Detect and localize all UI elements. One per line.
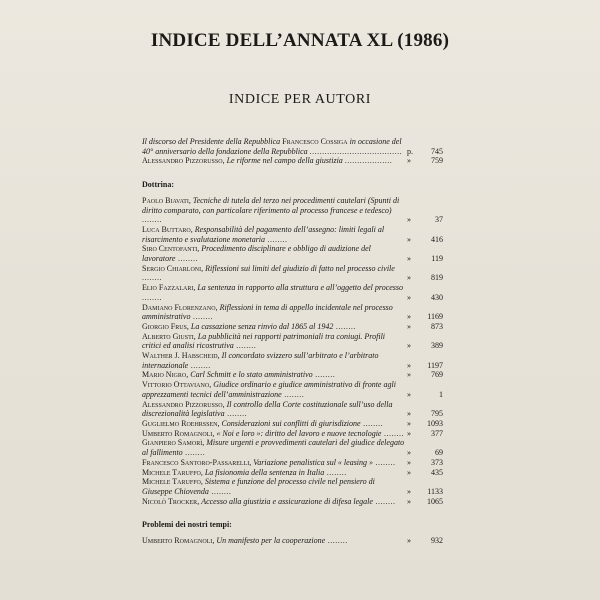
page-marker: p. — [407, 146, 413, 156]
dot-leader: ........ — [373, 457, 396, 467]
page-marker: » — [407, 360, 411, 370]
dot-leader: ........ — [182, 448, 206, 458]
entry-work-prefix: Il discorso del Presidente della Repubblica — [142, 137, 283, 146]
index-entry: Mario Nigro, Carl Schmitt e lo stato amministrativo ........ » 769 — [142, 370, 443, 380]
page-marker: » — [407, 409, 411, 419]
page-number: 795 — [431, 409, 443, 419]
dot-leader: ........ — [142, 215, 162, 225]
entry-work: Responsabilità del pagamento dell’assegno: limiti legali al risarcimento e svalutazione monetaria — [142, 224, 385, 244]
page-marker: » — [407, 292, 411, 302]
entry-work: Il concordato svizzero sull’arbitrato e l’arbitrato internazionale — [142, 351, 379, 370]
entry-author: Umberto Romagnoli — [142, 428, 213, 438]
entry-work: Procedimento disciplinare e obbligo di audizione del lavoratore — [142, 244, 371, 264]
entry-author: Walther J. Habscheid — [142, 351, 218, 361]
page-marker: » — [407, 273, 411, 283]
index-entry: Guglielmo Roehrssen, Considerazioni sui conflitti di giurisdizione ........ » 1093 — [142, 418, 443, 428]
entry-author: Francesco Cossiga — [282, 137, 348, 146]
page-number: 873 — [431, 321, 443, 331]
page-marker: » — [407, 496, 411, 506]
page-number: 373 — [431, 457, 443, 467]
entry-author: Umberto Romagnoli — [142, 536, 213, 546]
page-marker: » — [407, 234, 411, 244]
page-number: 37 — [435, 215, 443, 225]
page-number: 1093 — [427, 418, 443, 428]
page-number: 1169 — [427, 312, 443, 322]
dot-leader: ........ — [324, 467, 347, 477]
index-sections — [142, 180, 443, 546]
entry-work: Le riforme nel campo della giustizia — [226, 156, 343, 166]
page-marker: » — [407, 215, 411, 225]
entry-author: Luca Buttaro — [142, 224, 191, 234]
entry-author: Nicolò Trocker — [142, 496, 198, 506]
entry-author: Alessandro Pizzorusso — [142, 156, 223, 166]
dot-leader: ........ — [360, 418, 384, 428]
page-marker: » — [407, 312, 411, 322]
page-title: INDICE DELL’ANNATA XL (1986) — [150, 30, 450, 51]
page-number: 435 — [431, 467, 443, 477]
page-marker: » — [407, 321, 411, 331]
page-marker: » — [407, 156, 411, 166]
index-entry: Sergio Chiarloni, Riflessioni sui limiti del giudizio di fatto nel processo civile ........ » 819 — [142, 263, 443, 283]
dot-leader: ........ — [208, 486, 232, 496]
entry-work: La cassazione senza rinvio dal 1865 al 1942 — [190, 321, 334, 331]
dot-leader: ........ — [142, 292, 162, 302]
dot-leader: ........ — [281, 389, 305, 399]
index-entry: Michele Taruffo, Sistema e funzione del processo civile nel pensiero di Giuseppe Chiovenda ........ » 1133 — [142, 477, 443, 496]
entry-author: Elio Fazzalari — [142, 283, 194, 293]
dot-leader: ................... — [344, 156, 393, 166]
index-entry: Damiano Florenzano, Riflessioni in tema di appello incidentale nel processo amministrativo ........ » 1169 — [142, 302, 443, 322]
entry-author: Vittorio Ottaviano — [142, 380, 210, 390]
entry-work: Carl Schmitt e lo stato amministrativo — [190, 370, 313, 380]
page-number: 1 — [439, 389, 443, 399]
dot-leader: ........ — [381, 428, 404, 438]
entry-work: Un manifesto per la cooperazione — [216, 536, 326, 546]
entry-author: Guglielmo Roehrssen — [142, 418, 218, 428]
entry-work: in occasione del 40° anniversario della fondazione della Repubblica — [142, 137, 402, 156]
index-entry: Francesco Santoro-Passarelli, Variazione penalistica sul « leasing » ........ » 373 — [142, 457, 443, 467]
index-entry: Nicolò Trocker, Accesso alla giustizia e assicurazione di difesa legale ........ » 1065 — [142, 496, 443, 506]
page-marker: » — [407, 418, 411, 428]
page-marker: » — [407, 389, 411, 399]
dot-leader: ........ — [265, 234, 288, 244]
index-entry — [142, 137, 443, 156]
intro-entries — [142, 137, 443, 166]
page-marker: » — [407, 341, 411, 351]
entry-work: « Noi e loro »: diritto del lavoro e nuove tecnologie — [216, 428, 382, 438]
page-number: 1197 — [427, 360, 443, 370]
index-entry: Luca Buttaro, Responsabilità del pagamento dell’assegno: limiti legali al risarcimento e svalutazione monetaria ........ » 416 — [142, 224, 443, 244]
index-entry: Elio Fazzalari, La sentenza in rapporto alla struttura e all’oggetto del processo ........ » 430 — [142, 283, 443, 302]
page-number: 416 — [431, 234, 443, 244]
page-marker: » — [407, 467, 411, 477]
entry-work: Tecniche di tutela del terzo nei procedimenti cautelari (Spunti di diritto comparato, con particolare riferimento al processo francese e tedesco) — [142, 195, 400, 215]
index-entry: Giorgio Frus, La cassazione senza rinvio dal 1865 al 1942 ........ » 873 — [142, 321, 443, 331]
index-entry: Umberto Romagnoli, « Noi e loro »: diritto del lavoro e nuove tecnologie ........ » 377 — [142, 428, 443, 438]
dot-leader: ........ — [175, 254, 198, 264]
page-subtitle: INDICE PER AUTORI — [228, 92, 372, 107]
page-number: 932 — [431, 536, 443, 546]
index-entry: Vittorio Ottaviano, Giudice ordinario e giudice amministrativo di fronte agli apprezzamenti tecnici dell’amministrazione ........ » 1 — [142, 380, 443, 399]
entry-author: Michele Taruffo — [142, 467, 201, 477]
dot-leader: ........ — [142, 273, 162, 283]
dot-leader: ........ — [190, 312, 213, 322]
index-entry: Siro Centofanti, Procedimento disciplinare e obbligo di audizione del lavoratore ........ » 119 — [142, 244, 443, 264]
entry-author: Paolo Biavati — [142, 195, 189, 205]
entry-work: Accesso alla giustizia e assicurazione di difesa legale — [201, 496, 373, 506]
dot-leader: ........ — [188, 360, 211, 370]
entry-author: Gianpiero Samorì — [142, 438, 203, 448]
index-content — [142, 137, 443, 546]
page-marker: » — [407, 536, 411, 546]
entry-work: Il controllo della Corte costituzionale sull’uso della discrezionalità legislativa — [142, 399, 393, 419]
page-marker: » — [407, 370, 411, 380]
entry-work: Sistema e funzione del processo civile nel pensiero di Giuseppe Chiovenda — [142, 477, 375, 496]
page-number: 759 — [431, 156, 443, 166]
dot-leader: ........ — [233, 341, 257, 351]
entry-author: Francesco Santoro-Passarelli — [142, 457, 250, 467]
entry-author: Michele Taruffo — [142, 477, 201, 487]
entry-author: Siro Centofanti — [142, 244, 198, 254]
page-number: 389 — [431, 341, 443, 351]
index-entry: Michele Taruffo, La fisionomia della sentenza in Italia ........ » 435 — [142, 467, 443, 477]
page-number: 1065 — [427, 496, 443, 506]
entry-work: La sentenza in rapporto alla struttura e all’oggetto del processo — [197, 283, 404, 293]
entry-work: Misure urgenti e provvedimenti cautelari del giudice delegato al fallimento — [142, 438, 405, 458]
section-heading: Dottrina: — [142, 180, 174, 190]
page-marker: » — [407, 254, 411, 264]
index-entry: Alberto Giusti, La pubblicità nei rapporti patrimoniali tra coniugi. Profili critici ed analisi ricostrutiva ........ » 389 — [142, 331, 443, 351]
entry-work: Variazione penalistica sul « leasing » — [253, 457, 374, 467]
entry-author: Alessandro Pizzorusso — [142, 399, 223, 409]
entry-work: Considerazioni sui conflitti di giurisdizione — [221, 418, 361, 428]
index-entry: Paolo Biavati, Tecniche di tutela del terzo nei procedimenti cautelari (Spunti di diritto comparato, con particolare riferimento al processo francese e tedesco) ........ » 37 — [142, 195, 443, 225]
index-entry: Umberto Romagnoli, Un manifesto per la cooperazione ........ » 932 — [142, 536, 443, 546]
entry-author: Damiano Florenzano — [142, 302, 216, 312]
dot-leader: ........ — [325, 536, 348, 546]
page-number: 769 — [431, 370, 443, 380]
entry-work: Riflessioni sui limiti del giudizio di fatto nel processo civile — [205, 263, 395, 273]
page-number: 745 — [431, 146, 443, 156]
entry-work: La pubblicità nei rapporti patrimoniali tra coniugi. Profili critici ed analisi ricostrutiva — [142, 331, 386, 351]
entry-author: Alberto Giusti — [142, 331, 194, 341]
entry-work: Riflessioni in tema di appello incidentale nel processo amministrativo — [142, 302, 393, 322]
page-marker: » — [407, 457, 411, 467]
page-marker: » — [407, 428, 411, 438]
page-marker: » — [407, 448, 411, 458]
page-marker: » — [407, 486, 411, 496]
index-entry: Alessandro Pizzorusso, Il controllo della Corte costituzionale sull’uso della discrezionalità legislativa ........ » 795 — [142, 399, 443, 419]
dot-leader: ..................................... — [309, 146, 403, 156]
dot-leader: ........ — [372, 496, 396, 506]
page-number: 69 — [435, 448, 443, 458]
entry-author: Mario Nigro — [142, 370, 187, 380]
section-heading: Problemi dei nostri tempi: — [142, 520, 232, 530]
dot-leader: ........ — [224, 409, 248, 419]
page-number: 819 — [431, 273, 443, 283]
dot-leader: ........ — [333, 321, 356, 331]
index-entry: Walther J. Habscheid, Il concordato svizzero sull’arbitrato e l’arbitrato internazionale ........ » 1197 — [142, 351, 443, 370]
entry-author: Sergio Chiarloni — [142, 263, 202, 273]
index-entry: Alessandro Pizzorusso, Le riforme nel campo della giustizia ................... » 759 — [142, 156, 443, 166]
index-entry: Gianpiero Samorì, Misure urgenti e provvedimenti cautelari del giudice delegato al fallimento ........ » 69 — [142, 438, 443, 458]
page-number: 1133 — [427, 486, 443, 496]
page-number: 430 — [431, 292, 443, 302]
entry-work: Giudice ordinario e giudice amministrativo di fronte agli apprezzamenti tecnici dell’amministrazione — [142, 380, 396, 399]
page-number: 377 — [431, 428, 443, 438]
entry-author: Giorgio Frus — [142, 321, 187, 331]
entry-work: La fisionomia della sentenza in Italia — [204, 467, 325, 477]
dot-leader: ........ — [312, 370, 336, 380]
page-number: 119 — [431, 254, 443, 264]
